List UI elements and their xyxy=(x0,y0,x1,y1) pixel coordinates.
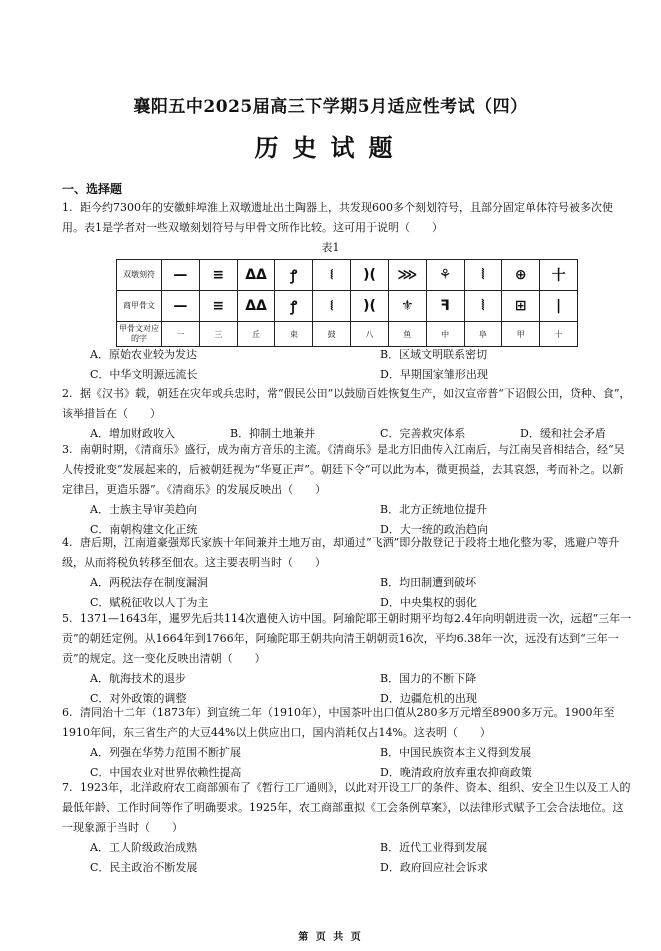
exam-subject-title: 历史试题 xyxy=(254,133,407,162)
glyph-cell: ᐃᐃ xyxy=(237,260,275,291)
question-stem: 7. 1923年，北洋政府农工商部颁布了《暂行工厂通则》，以此对开设工厂的条件、资本、组织、安全卫生以及工人的最低年龄、工作时间等作了明确要求。1925年，农工商部重拟《工会条例草案》，以法律形式赋予工会合法地位。这一现象源于当时（ ） xyxy=(62,781,631,834)
exam-title: 襄阳五中2025届高三下学期5月适应性考试（四） xyxy=(133,97,528,117)
glyph-cell: ⧙ xyxy=(313,260,351,291)
section-heading: 一、选择题 xyxy=(62,182,123,196)
option-c: C．南朝构建文化正统 xyxy=(90,523,198,536)
options-row xyxy=(62,365,632,385)
glyph-cell: ᐃᐃ xyxy=(237,291,275,322)
question-6 xyxy=(62,703,632,783)
symbol-comparison-table xyxy=(116,259,578,347)
option-b: B．抑制土地兼并 xyxy=(230,427,316,440)
char-cell: 中 xyxy=(426,322,464,347)
row-label: 商甲骨文 xyxy=(117,291,162,322)
glyph-cell: — xyxy=(162,291,200,322)
option-c: C．中国农业对世界依赖性提高 xyxy=(90,766,242,779)
option-b: B．国力的不断下降 xyxy=(380,672,477,685)
options-row xyxy=(62,345,632,365)
char-cell: 八 xyxy=(351,322,389,347)
page-footer: 第 页 共 页 xyxy=(298,932,363,943)
char-cell: 一 xyxy=(162,322,200,347)
table-row xyxy=(117,260,578,291)
option-d: D．中央集权的弱化 xyxy=(380,596,477,609)
option-a: A．增加财政收入 xyxy=(90,427,175,440)
glyph-cell: ⚜ xyxy=(388,291,426,322)
glyph-cell: ⦚ xyxy=(464,291,502,322)
glyph-cell: ⦚ xyxy=(464,260,502,291)
char-cell: 十 xyxy=(540,322,578,347)
option-b: B．均田制遭到破坏 xyxy=(380,576,477,589)
option-d: D．政府回应社会诉求 xyxy=(380,861,488,874)
options-row xyxy=(62,743,632,763)
question-3 xyxy=(62,440,632,540)
option-d: D．早期国家雏形出现 xyxy=(380,368,488,381)
glyph-cell: ꝭ xyxy=(275,291,313,322)
option-d: D．晚清政府放弃重农抑商政策 xyxy=(380,766,532,779)
glyph-cell: 十 xyxy=(540,260,578,291)
char-cell: 鱼 xyxy=(388,322,426,347)
question-stem: 5. 1371—1643年，暹罗先后共114次遣使入访中国。阿瑜陀耶王朝时期平均每2.4年向明朝进贡一次，远超“三年一贡”的朝廷定例。从1664年到1766年，阿瑜陀耶王朝共向清王朝朝贡16次，平均6.38年一次，远没有达到“三年一贡”的规定。这一变化反映出清朝（ ） xyxy=(62,612,632,665)
option-a: A．列强在华势力范围不断扩展 xyxy=(90,746,241,759)
option-c: C．中华文明源远流长 xyxy=(90,368,198,381)
options-row xyxy=(62,838,632,858)
char-cell: 三 xyxy=(199,322,237,347)
option-b: B．区域文明联系密切 xyxy=(380,348,488,361)
options-row xyxy=(62,669,632,689)
glyph-cell: ꝭ xyxy=(275,260,313,291)
option-b: B．近代工业得到发展 xyxy=(380,841,488,854)
question-5 xyxy=(62,609,632,709)
question-stem: 1. 距今约7300年的安徽蚌埠淮上双墩遗址出土陶器上，共发现600多个刻划符号，且部分固定单体符号被多次使用。表1是学者对一些双墩刻划符号与甲骨文所作比较。这可用于说明（ ） xyxy=(62,201,613,234)
glyph-cell: ꟻ xyxy=(426,291,464,322)
glyph-cell: ≡ xyxy=(199,291,237,322)
option-a: A．工人阶级政治成熟 xyxy=(90,841,197,854)
question-1-options xyxy=(62,345,632,385)
table-row xyxy=(117,322,578,347)
options-row xyxy=(62,500,632,520)
option-b: B．中国民族资本主义得到发展 xyxy=(380,746,532,759)
option-c: C．赋税征收以人丁为主 xyxy=(90,596,209,609)
question-stem: 2. 据《汉书》载，朝廷在灾年或兵忠时，常“假民公田”以鼓励百姓恢复生产，如汉宣帝普“下诏假公田，贷种、食”，该举措旨在（ ） xyxy=(62,387,631,420)
question-1 xyxy=(62,198,632,238)
option-d: D．边疆危机的出现 xyxy=(380,692,477,705)
glyph-cell: ⚘ xyxy=(426,260,464,291)
options-row xyxy=(62,573,632,593)
option-c: C．对外政策的调整 xyxy=(90,692,187,705)
question-stem: 4. 唐后期，江南道豪强郑氏家族十年间兼并土地万亩，却通过“飞洒”即分散登记于段将土地化整为零，逃避户等升级，从而将税负转移至佃农。这主要表明当时（ ） xyxy=(62,536,620,569)
option-a: A．原始农业较为发达 xyxy=(90,348,197,361)
option-b: B．北方正统地位提升 xyxy=(380,503,488,516)
question-stem: 6. 清同治十二年（1873年）到宣统二年（1910年），中国茶叶出口值从280多万元增至8900多万元。1900年至1910年间，东三省生产的大豆44%以上供应出口，国内消耗仅占14%。这表明（ ） xyxy=(62,706,615,739)
option-d: D．缓和社会矛盾 xyxy=(520,427,606,440)
option-c: C．完善救灾体系 xyxy=(380,427,466,440)
glyph-cell: )( xyxy=(351,291,389,322)
char-cell: 阜 xyxy=(464,322,502,347)
table-caption: 表1 xyxy=(321,241,340,254)
option-a: A．两税法存在制度漏洞 xyxy=(90,576,208,589)
glyph-cell: ⧙ xyxy=(313,291,351,322)
option-a: A．士族主导审美趋向 xyxy=(90,503,197,516)
glyph-cell: ⊕ xyxy=(502,260,540,291)
char-cell: 丘 xyxy=(237,322,275,347)
question-7 xyxy=(62,778,632,878)
glyph-cell: — xyxy=(162,260,200,291)
question-stem: 3. 南朝时期，《清商乐》盛行，成为南方音乐的主流。《清商乐》是北方旧曲传入江南后，与江南吴音相结合，经“吴人传授讹变”发展起来的，后被朝廷视为“华夏正声”。朝廷下令“可以此为本，微更损益，去其哀怨，考而补之。以新定律吕，更造乐器”。《清商乐》的发展反映出（ ） xyxy=(62,443,625,496)
row-label: 甲骨文对应的字 xyxy=(117,322,162,347)
glyph-cell: | xyxy=(540,291,578,322)
question-2 xyxy=(62,384,632,444)
glyph-cell: ⊞ xyxy=(502,291,540,322)
glyph-cell: ≡ xyxy=(199,260,237,291)
char-cell: 鼓 xyxy=(313,322,351,347)
glyph-cell: )( xyxy=(351,260,389,291)
option-c: C．民主政治不断发展 xyxy=(90,861,198,874)
char-cell: 甲 xyxy=(502,322,540,347)
table-row xyxy=(117,291,578,322)
char-cell: 束 xyxy=(275,322,313,347)
row-label: 双墩刻符 xyxy=(117,260,162,291)
glyph-cell: ⋙ xyxy=(388,260,426,291)
options-row xyxy=(62,858,632,878)
option-d: D．大一统的政治趋向 xyxy=(380,523,488,536)
question-4 xyxy=(62,533,632,613)
option-a: A．航海技术的退步 xyxy=(90,672,186,685)
